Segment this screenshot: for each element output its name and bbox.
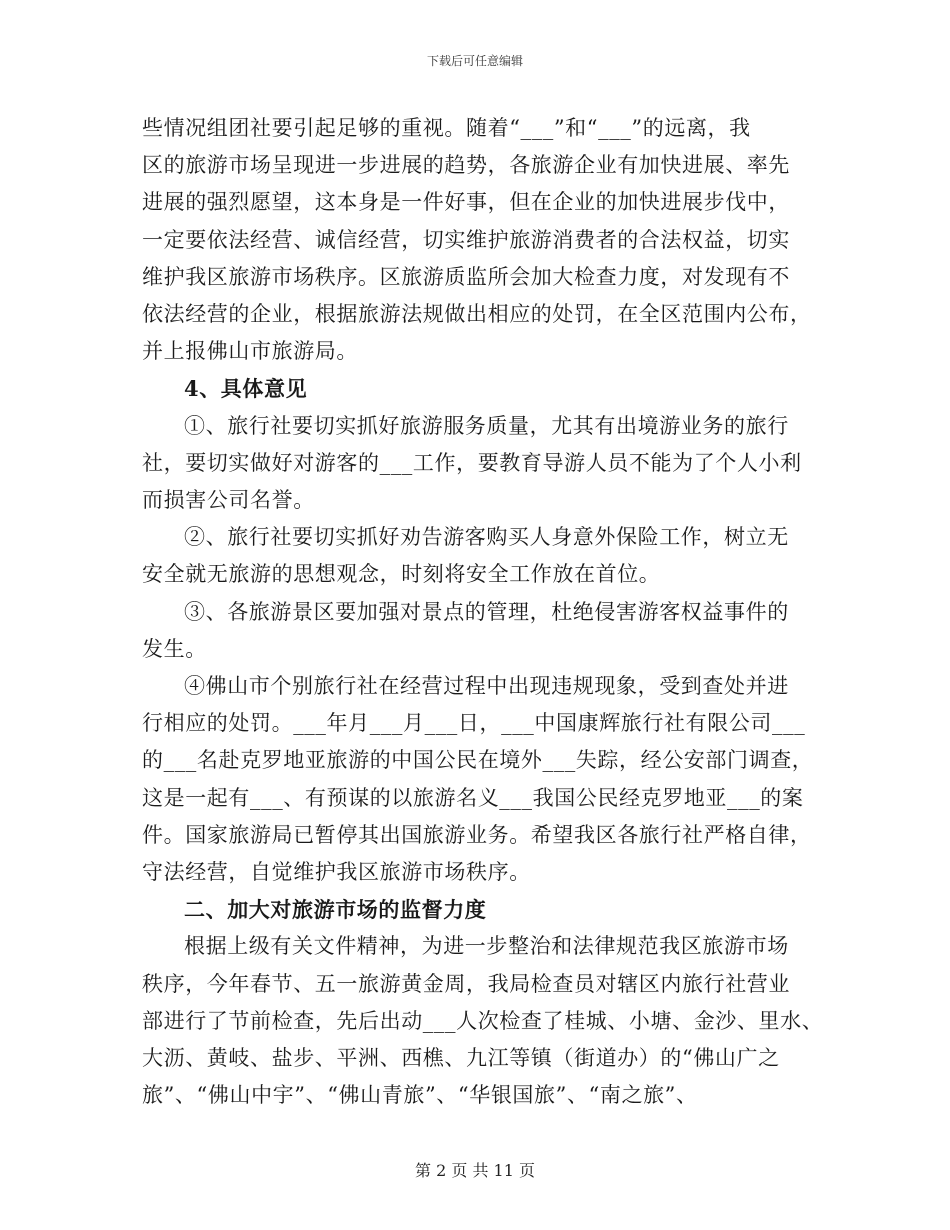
text-line: ①、旅行社要切实抓好旅游服务质量，尤其有出境游业务的旅行 [184,413,789,438]
text-line: 社，要切实做好对游客的___工作，要教育导游人员不能为了个人小利 [142,450,802,475]
text-line: ④佛山市个别旅行社在经营过程中出现违规现象，受到查处并进 [184,674,789,699]
text-line: 守法经营，自觉维护我区旅游市场秩序。 [142,860,531,885]
text-line: 大沥、黄岐、盐步、平洲、西樵、九江等镇（街道办）的“佛山广之 [142,1046,780,1071]
text-line: 件。国家旅游局已暂停其出国旅游业务。希望我区各旅行社严格自律， [142,822,812,847]
text-line: ③、各旅游景区要加强对景点的管理，杜绝侵害游客权益事件的 [184,599,789,624]
text-line: 发生。 [142,636,207,661]
text-line: 一定要依法经营、诚信经营，切实维护旅游消费者的合法权益，切实 [142,227,790,252]
text-line: 维护我区旅游市场秩序。区旅游质监所会加大检查力度，对发现有不 [142,264,790,289]
section-heading: 二、加大对旅游市场的监督力度 [184,897,487,923]
text-line: 些情况组团社要引起足够的重视。随着“___”和“___”的远离，我 [142,116,751,140]
text-line: 这是一起有___、有预谋的以旅游名义___我国公民经克罗地亚___的案 [142,785,804,810]
text-line: 而损害公司名誉。 [142,488,315,513]
text-line: 安全就无旅游的思想观念，时刻将安全工作放在首位。 [142,562,661,587]
page-number: 第 2 页 共 11 页 [415,1161,535,1180]
text-line: 秩序，今年春节、五一旅游黄金周，我局检查员对辖区内旅行社营业 [142,971,790,996]
text-line: 的___名赴克罗地亚旅游的中国公民在境外___失踪，经公安部门调查， [142,748,814,773]
text-line: 依法经营的企业，根据旅游法规做出相应的处罚，在全区范围内公布， [142,302,812,327]
text-line: 旅”、“佛山中宇”、“佛山青旅”、“华银国旅”、“南之旅”、 [142,1083,698,1108]
section-heading: 4、具体意见 [184,376,308,402]
text-line: 并上报佛山市旅游局。 [142,339,358,364]
text-line: 区的旅游市场呈现进一步进展的趋势，各旅游企业有加快进展、率先 [142,153,790,178]
text-line: 根据上级有关文件精神，为进一步整治和法律规范我区旅游市场 [184,934,789,959]
text-line: ②、旅行社要切实抓好劝告游客购买人身意外保险工作，树立无 [184,525,789,550]
page-header: 下载后可任意编辑 [426,54,523,68]
text-line: 部进行了节前检查，先后出动___人次检查了桂城、小塘、金沙、里水、 [142,1008,824,1033]
text-line: 行相应的处罚。___年月___月___日，___中国康辉旅行社有限公司___ [142,711,806,736]
document-body [142,110,822,1114]
text-line: 进展的强烈愿望，这本身是一件好事，但在企业的加快进展步伐中， [142,190,790,215]
